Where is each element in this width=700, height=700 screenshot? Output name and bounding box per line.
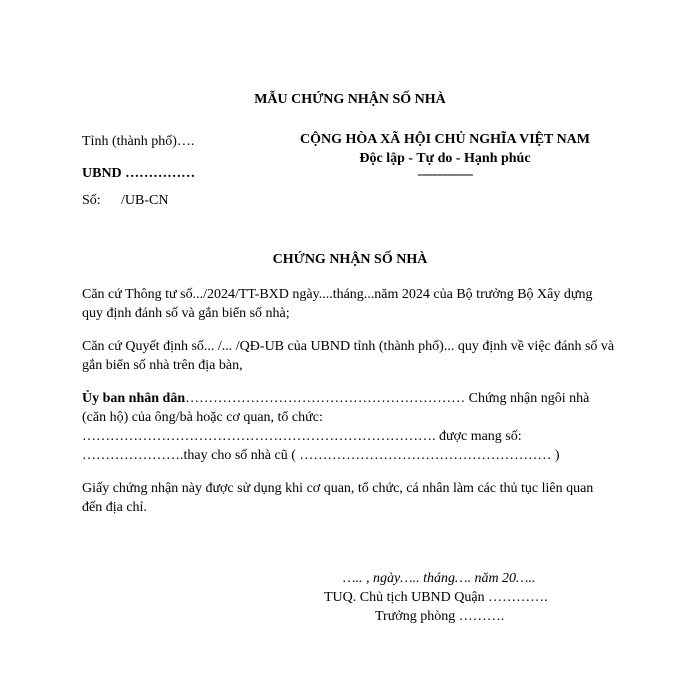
paragraph-certification (82, 389, 616, 427)
document-title: MẪU CHỨNG NHẬN SỐ NHÀ (254, 92, 446, 107)
paragraph-decision-basis: Căn cứ Quyết định số... /... /QĐ-UB của UBND tỉnh (thành phố)... quy định về việc đánh số và gắn biển số nhà trên địa bàn, (82, 339, 615, 373)
certification-text: …………………………………………………… Chứng nhận ngôi nhà (căn hộ) của ông/bà hoặc cơ quan, tổ chức: (82, 391, 590, 425)
country-name: CỘNG HÒA XÃ HỘI CHỦ NGHĨA VIỆT NAM (299, 132, 590, 147)
paragraph-circular-basis: Căn cứ Thông tư số.../2024/TT-BXD ngày....tháng...năm 2024 của Bộ trưởng Bộ Xây dựng quy định đánh số và gắn biển số nhà; (82, 287, 593, 321)
old-number-line: ………………….thay cho số nhà cũ ( ……………………………………………… ) (82, 448, 560, 463)
number-value: /UB-CN (121, 193, 169, 208)
national-motto: Độc lập - Tự do - Hạnh phúc (359, 151, 531, 166)
assigned-number-line: …………………………………………………………………. được mang số: (82, 429, 522, 444)
header-separator: --------------- (417, 167, 473, 182)
signature-date-line: ….. , ngày….. tháng…. năm 20….. (343, 571, 536, 586)
committee-label: Ủy ban nhân dân (82, 391, 186, 406)
certificate-subtitle: CHỨNG NHẬN SỐ NHÀ (272, 252, 428, 267)
number-label: Số: (82, 193, 101, 208)
province-field: Tỉnh (thành phố)…. (82, 134, 195, 149)
ubnd-field: UBND …………… (82, 166, 196, 181)
signature-authority: TUQ. Chủ tịch UBND Quận …………. (324, 590, 548, 605)
signature-position: Trưởng phòng ………. (375, 609, 505, 624)
paragraph-usage: Giấy chứng nhận này được sử dụng khi cơ quan, tổ chức, cá nhân làm các thủ tục liên quan đến địa chỉ. (82, 481, 594, 515)
